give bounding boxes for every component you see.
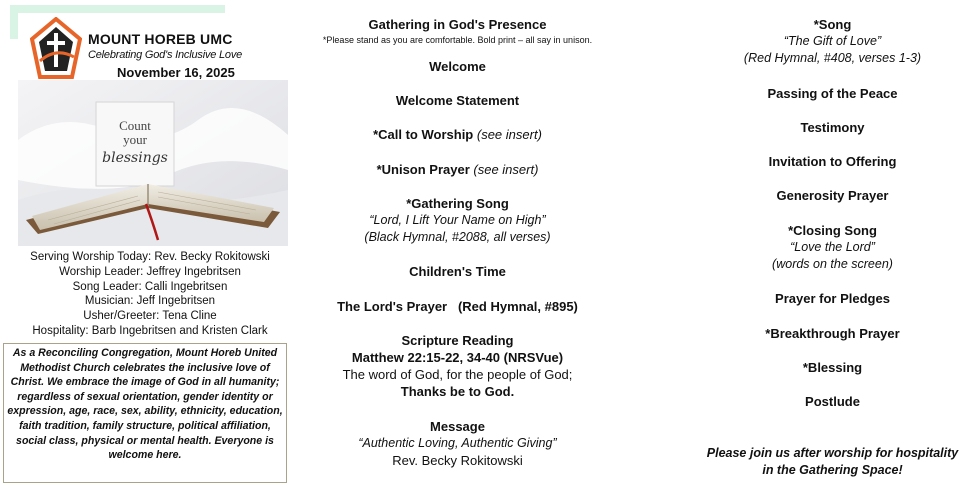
closing-song-note: (words on the screen) <box>772 257 893 271</box>
scripture-ref: Matthew 22:15-22, 34-40 (NRSVue) <box>351 350 564 365</box>
closing-note-line1: Please join us after worship for hospitality <box>706 446 959 460</box>
staff-serving: Serving Worship Today: Rev. Becky Rokitowski <box>30 251 270 263</box>
gathering-song-ref: (Black Hymnal, #2088, all verses) <box>364 230 551 244</box>
item-postlude: Postlude <box>805 394 860 409</box>
call-to-worship-label: *Call to Worship <box>373 127 474 142</box>
staff-list <box>0 250 300 339</box>
call-to-worship-note: (see insert) <box>476 127 542 142</box>
closing-note-line2: in the Gathering Space! <box>762 463 903 477</box>
item-invitation-offering: Invitation to Offering <box>768 154 897 169</box>
bible-photo <box>18 80 288 246</box>
item-prayer-pledges: Prayer for Pledges <box>775 291 890 306</box>
unison-prayer-note: (see insert) <box>473 162 539 177</box>
item-welcome-statement: Welcome Statement <box>395 93 520 108</box>
reconciling-statement: As a Reconciling Congregation, Mount Horeb United Methodist Church celebrates the inclusive love of Christ. We embrace the image of God in all humanity; regardless of sexual orientation, gender identity or expression, age, race, sex, ability, ethnicity, education, faith tradition, family structure, political affiliation, social class, physical or mental health. Everyone is welcome here. <box>3 343 287 483</box>
sign-text-your: your <box>123 132 147 147</box>
item-closing-song: *Closing Song <box>788 223 877 238</box>
item-testimony: Testimony <box>800 120 865 135</box>
message-speaker: Rev. Becky Rokitowski <box>392 453 523 468</box>
left-panel <box>0 0 300 488</box>
sign-text-blessings: blessings <box>102 150 168 166</box>
item-call-to-worship <box>305 127 610 142</box>
scripture-response-2: Thanks be to God. <box>400 384 515 399</box>
scripture-response-1: The word of God, for the people of God; <box>342 367 573 382</box>
church-logo-icon <box>30 17 82 79</box>
church-name: MOUNT HOREB UMC <box>88 31 233 47</box>
unison-prayer-label: *Unison Prayer <box>376 162 470 177</box>
staff-song-leader: Song Leader: Calli Ingebritsen <box>72 280 228 293</box>
item-lords-prayer: The Lord's Prayer (Red Hymnal, #895) <box>337 299 578 314</box>
church-tagline: Celebrating God's Inclusive Love <box>88 49 243 61</box>
section-title: Gathering in God's Presence <box>368 17 547 32</box>
item-welcome: Welcome <box>429 59 486 74</box>
staff-worship-leader: Worship Leader: Jeffrey Ingebritsen <box>59 265 241 278</box>
instructions: *Please stand as you are comfortable. Bold print – all say in unison. <box>322 35 593 45</box>
staff-usher: Usher/Greeter: Tena Cline <box>83 310 217 323</box>
service-date: November 16, 2025 <box>117 65 235 80</box>
item-scripture-reading: Scripture Reading <box>401 333 514 348</box>
staff-musician: Musician: Jeff Ingebritsen <box>84 295 216 308</box>
item-blessing: *Blessing <box>802 360 863 375</box>
sign-text-count: Count <box>119 118 151 133</box>
closing-song-title: “Love the Lord” <box>790 240 875 254</box>
item-breakthrough-prayer: *Breakthrough Prayer <box>765 326 900 341</box>
gathering-song-title: “Lord, I Lift Your Name on High” <box>369 213 546 227</box>
accent-bar <box>10 5 225 13</box>
item-unison-prayer <box>305 162 610 177</box>
item-childrens-time: Children's Time <box>409 264 506 279</box>
item-passing-peace: Passing of the Peace <box>767 86 898 101</box>
song-ref: (Red Hymnal, #408, verses 1-3) <box>743 51 922 65</box>
staff-hospitality: Hospitality: Barb Ingebritsen and Kristen Clark <box>32 324 268 337</box>
message-title: “Authentic Loving, Authentic Giving” <box>358 436 557 450</box>
item-generosity-prayer: Generosity Prayer <box>776 188 889 203</box>
item-gathering-song: *Gathering Song <box>406 196 509 211</box>
item-song: *Song <box>813 17 852 32</box>
item-message: Message <box>430 419 485 434</box>
accent-bar-vertical <box>10 5 18 39</box>
song-title: “The Gift of Love” <box>783 34 882 48</box>
